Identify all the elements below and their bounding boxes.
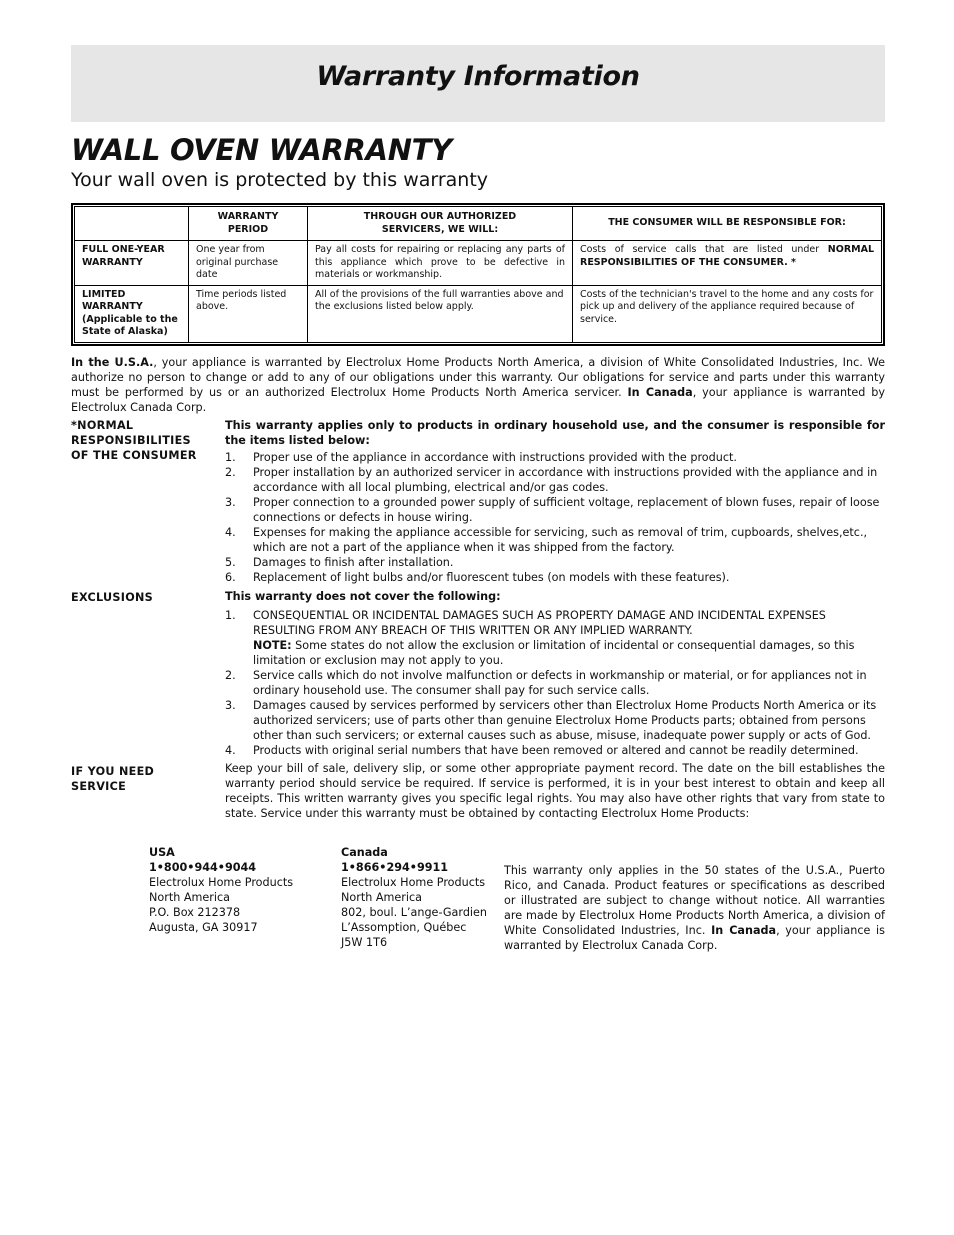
list-item: 5. Damages to finish after installation.: [225, 556, 454, 569]
list-item: 3. Proper connection to a grounded power supply of sufficient voltage, replacement of blown fuses, repair of loose connections or defects in house wiring.: [225, 496, 880, 524]
list-item: 1. CONSEQUENTIAL OR INCIDENTAL DAMAGES SUCH AS PROPERTY DAMAGE AND INCIDENTAL EXPENSES RESULTING FROM ANY BREACH OF THIS WRITTEN OR ANY IMPLIED WARRANTY. NOTE: Some states do not allow the exclusion or limitation of incidental or consequential damages, so this limitation or exclusion may not apply to you.: [225, 609, 855, 667]
warranty-table-frame: [71, 203, 885, 346]
table-cell-type: LIMITED WARRANTY (Applicable to the State of Alaska): [75, 285, 189, 342]
usa-contact: [149, 845, 319, 935]
table-cell-will: All of the provisions of the full warranties above and the exclusions listed below apply.: [308, 285, 573, 342]
address-line: J5W 1T6: [341, 936, 388, 949]
list-item: 2. Proper installation by an authorized servicer in accordance with instructions provided with the appliance and in accordance with all local plumbing, electrical and/or gas codes.: [225, 466, 878, 494]
normal-responsibilities-label: *NORMAL RESPONSIBILITIES OF THE CONSUMER: [71, 419, 197, 462]
table-header-cell: [75, 207, 189, 241]
exclusions-section: [225, 589, 885, 758]
page-subtitle: Your wall oven is protected by this warranty: [71, 169, 489, 191]
list-item: 6. Replacement of light bulbs and/or fluorescent tubes (on models with these features).: [225, 571, 730, 584]
usa-contact-country: USA: [149, 846, 175, 859]
canada-contact-phone: 1•866•294•9911: [341, 861, 449, 874]
table-cell-consumer: Costs of service calls that are listed under NORMAL RESPONSIBILITIES OF THE CONSUMER. *: [573, 241, 882, 286]
address-line: North America: [149, 891, 230, 904]
page-title: WALL OVEN WARRANTY: [71, 133, 452, 167]
canada-contact: [341, 845, 501, 950]
table-row: [75, 241, 882, 286]
warranty-intro-paragraph: In the U.S.A., your appliance is warranted by Electrolux Home Products North America, a division of White Consolidated Industries, Inc. We authorize no person to change or add to any of our obligations under this warranty. Our obligations for service and parts under this warranty must be performed by us or an authorized Electrolux Home Products North America servicer. In Canada, your appliance is warranted by Electrolux Canada Corp.: [71, 356, 885, 414]
normal-responsibilities-lead: This warranty applies only to products in ordinary household use, and the consumer is responsible for the items listed below:: [225, 419, 885, 447]
table-cell-type: FULL ONE-YEAR WARRANTY: [75, 241, 189, 286]
exclusions-label: EXCLUSIONS: [71, 591, 154, 604]
warranty-table: [74, 206, 882, 343]
table-cell-period: Time periods listed above.: [189, 285, 308, 342]
service-paragraph: Keep your bill of sale, delivery slip, or some other appropriate payment record. The date on the bill establishes the warranty period should service be required. If service is performed, it is in your best interest to obtain and keep all receipts. This written warranty gives you specific legal rights. You may also have other rights that vary from state to state. Service under this warranty must be obtained by contacting Electrolux Home Products:: [225, 762, 885, 820]
list-item: 4. Expenses for making the appliance accessible for servicing, such as removal of trim, cupboards, shelves,etc., which are not a part of the appliance when it was shipped from the factory.: [225, 526, 868, 554]
normal-responsibilities-list: [225, 450, 885, 585]
header-band: [71, 45, 885, 122]
list-item: 4. Products with original serial numbers that have been removed or altered and cannot be readily determined.: [225, 744, 859, 757]
exclusions-list: [225, 608, 885, 758]
table-header-cell: WARRANTY PERIOD: [189, 207, 308, 241]
warranty-disclaimer: This warranty only applies in the 50 states of the U.S.A., Puerto Rico, and Canada. Product features or specifications as described or illustrated are subject to change without notice. All warranties are made by Electrolux Home Products North America, a division of White Consolidated Industries, Inc. In Canada, your appliance is warranted by Electrolux Canada Corp.: [504, 864, 885, 952]
table-cell-period: One year from original purchase date: [189, 241, 308, 286]
normal-responsibilities-section: [225, 418, 885, 585]
table-header-row: [75, 207, 882, 241]
table-header-cell: THE CONSUMER WILL BE RESPONSIBLE FOR:: [573, 207, 882, 241]
table-header-cell: THROUGH OUR AUTHORIZED SERVICERS, WE WILL:: [308, 207, 573, 241]
usa-contact-phone: 1•800•944•9044: [149, 861, 257, 874]
address-line: P.O. Box 212378: [149, 906, 241, 919]
address-line: Electrolux Home Products: [341, 876, 486, 889]
address-line: Electrolux Home Products: [149, 876, 294, 889]
address-line: Augusta, GA 30917: [149, 921, 258, 934]
table-row: [75, 285, 882, 342]
table-cell-consumer: Costs of the technician's travel to the home and any costs for pick up and delivery of the appliance required because of service.: [573, 285, 882, 342]
list-item: 2. Service calls which do not involve malfunction or defects in workmanship or material, or for appliances not in ordinary household use. The consumer shall pay for such service calls.: [225, 669, 867, 697]
header-title: Warranty Information: [316, 61, 640, 92]
address-line: North America: [341, 891, 422, 904]
service-label: IF YOU NEED SERVICE: [71, 765, 155, 793]
exclusions-lead: This warranty does not cover the following:: [225, 590, 501, 603]
list-item: 1. Proper use of the appliance in accordance with instructions provided with the product.: [225, 451, 737, 464]
address-line: L’Assomption, Québec: [341, 921, 467, 934]
canada-contact-country: Canada: [341, 846, 388, 859]
list-item: 3. Damages caused by services performed by servicers other than Electrolux Home Products North America or its authorized servicers; use of parts other than genuine Electrolux Home Products parts; obtained from persons other than such servicers; or external causes such as abuse, misuse, inadequate power supply or acts of God.: [225, 699, 877, 742]
address-line: 802, boul. L’ange-Gardien: [341, 906, 488, 919]
table-cell-will: Pay all costs for repairing or replacing any parts of this appliance which prove to be defective in materials or workmanship.: [308, 241, 573, 286]
